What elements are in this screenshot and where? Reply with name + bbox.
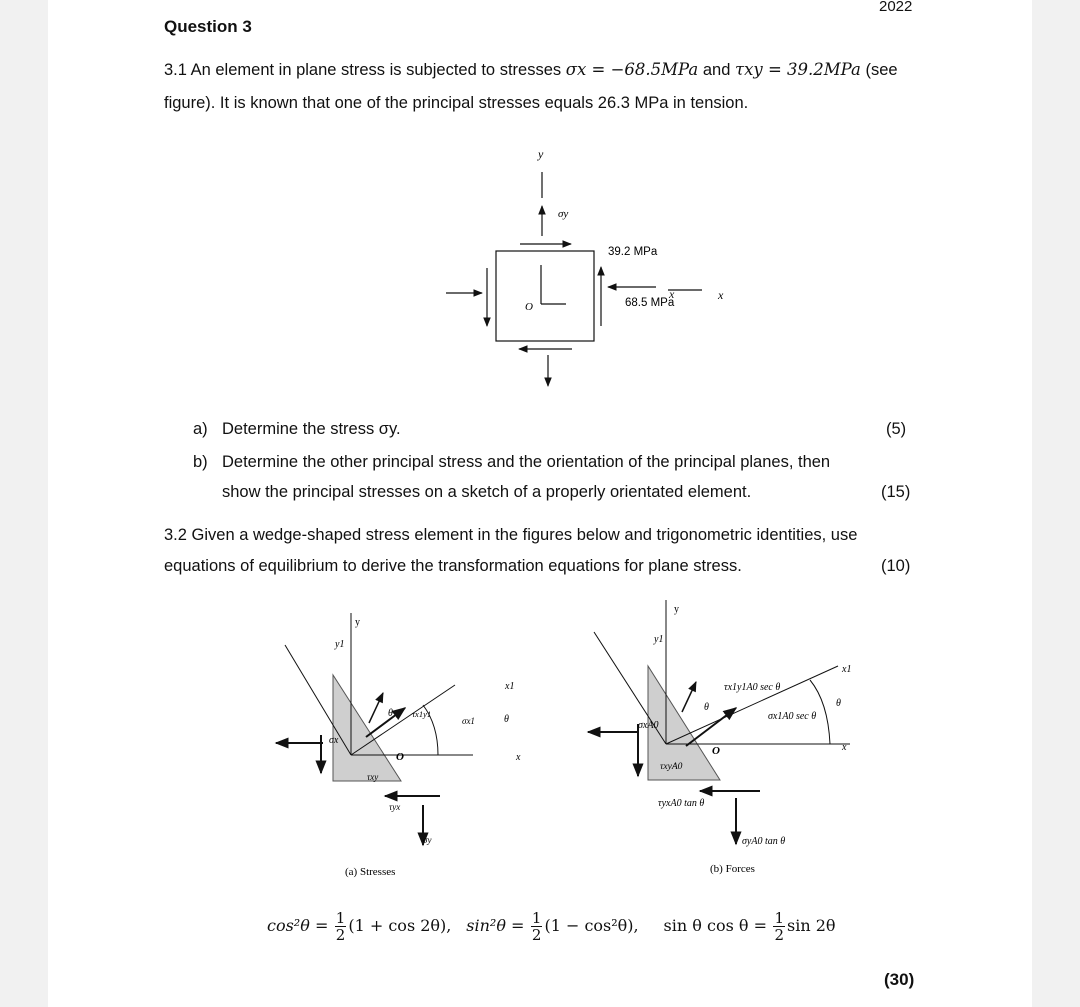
frac-den: 2 <box>774 926 784 945</box>
tau-x1y1-arrow <box>369 693 383 723</box>
fig1-sigma-y-label: σy <box>558 208 569 220</box>
cos2-rhs: (1 + cos 2θ), <box>348 916 452 935</box>
total-marks: (30) <box>884 970 915 989</box>
fig2a-theta-top: θ <box>388 708 393 719</box>
half-fraction-2 <box>531 910 543 943</box>
fig2b-caption: (b) Forces <box>710 863 755 875</box>
x1-axis <box>666 666 838 744</box>
sincos-lhs: sin θ cos θ = <box>663 916 767 935</box>
frac-den: 2 <box>335 926 346 945</box>
fig1-x-label: x <box>718 288 724 302</box>
fig2a-sigma-y: σy <box>423 835 432 845</box>
fig2a-y: y <box>355 617 360 628</box>
fig2b-x1: x1 <box>842 664 852 675</box>
fig2a-tau-x1y1: τx1y1 <box>412 709 432 719</box>
fig2b-sigma-x-a0: σxA0 <box>638 720 659 731</box>
part-b-line1: Determine the other principal stress and the orientation of the principal planes, then <box>222 453 831 471</box>
fig2b-sigma-x1-a0-sec: σx1A0 sec θ <box>768 711 817 722</box>
fig2a-sigma-x1: σx1 <box>462 716 475 726</box>
fig2a-x1: x1 <box>505 681 515 692</box>
q31-line2: figure). It is known that one of the principal stresses equals 26.3 MPa in tension. <box>164 94 749 112</box>
fig2a-y1: y1 <box>335 639 345 650</box>
wedge-forces-figure <box>580 598 880 880</box>
q31-text-start: 3.1 An element in plane stress is subjected to stresses <box>164 61 566 79</box>
frac-num: 1 <box>335 909 346 928</box>
part-b-marks: (15) <box>881 483 911 501</box>
fig1-y-label: y <box>538 147 544 161</box>
fig2a-origin: O <box>396 751 404 763</box>
fig2a-tau-xy: τxy <box>367 772 379 782</box>
wedge-shape <box>648 666 720 780</box>
stress-element-figure <box>388 140 724 400</box>
wedge-stresses-figure <box>273 605 521 880</box>
fig1-shear-label: 39.2 MPa <box>608 246 658 258</box>
frac-num: 1 <box>774 909 784 928</box>
fig2b-y1: y1 <box>654 634 664 645</box>
question-title: Question 3 <box>164 17 252 36</box>
q32-marks: (10) <box>881 557 911 575</box>
fig2a-sigma-x: σx <box>329 735 339 746</box>
cos2-lhs: cos²θ = <box>267 916 329 935</box>
part-a-marks: (5) <box>886 420 907 438</box>
fig2b-tau-yx-a0-tan: τyxA0 tan θ <box>658 798 705 809</box>
tau-x1y1-force-arrow <box>682 682 696 712</box>
fig2a-theta-right: θ <box>504 714 509 725</box>
fig2b-origin: O <box>712 745 720 757</box>
q31-line1 <box>164 60 898 80</box>
stress-element-square <box>496 251 594 341</box>
frac-den: 2 <box>531 926 542 945</box>
fig2b-tau-xy-a0: τxyA0 <box>660 762 683 772</box>
fig2a-caption: (a) Stresses <box>345 866 396 878</box>
fig2b-x: x <box>842 742 847 753</box>
q32-line1: 3.2 Given a wedge-shaped stress element in the figures below and trigonometric identities, use <box>164 526 858 544</box>
part-b-marker: b) <box>193 453 208 471</box>
fig1-normal-label: 68.5 MPa <box>625 297 675 309</box>
fig2a-x: x <box>516 752 521 763</box>
part-a-marker: a) <box>193 420 208 438</box>
q32-line2: equations of equilibrium to derive the transformation equations for plane stress. <box>164 557 742 575</box>
fig1-x-axis-label: x <box>669 287 675 301</box>
fig2b-theta-right: θ <box>836 698 841 709</box>
half-fraction-1 <box>335 910 347 943</box>
frac-num: 1 <box>531 909 542 928</box>
fig2b-tau-x1y1-a0-sec: τx1y1A0 sec θ <box>724 682 781 693</box>
sin2-lhs: sin²θ = <box>466 916 525 935</box>
fig2b-theta-top: θ <box>704 702 709 713</box>
q31-and: and <box>698 61 735 79</box>
fig2b-sigma-y-a0-tan: σyA0 tan θ <box>742 836 786 847</box>
sigma-x-equation: σx = −68.5MPa <box>565 60 699 79</box>
sin2-rhs: (1 − cos²θ), <box>544 916 639 935</box>
part-a-text: Determine the stress σy. <box>222 420 401 438</box>
part-b-line2: show the principal stresses on a sketch of a properly orientated element. <box>222 483 752 501</box>
document-page <box>48 0 1032 1007</box>
fig2b-y: y <box>674 604 679 615</box>
x1-axis <box>351 685 455 755</box>
year-label: 2022 <box>879 0 913 15</box>
sincos-rhs: sin 2θ <box>787 916 836 935</box>
q31-text-end: (see <box>860 61 898 79</box>
sigma-x1-force-arrow <box>686 708 736 746</box>
trig-identities <box>267 906 836 947</box>
fig1-origin-label: O <box>525 301 533 313</box>
half-fraction-3 <box>773 910 785 943</box>
tau-xy-equation: τxy = 39.2MPa <box>734 60 861 79</box>
fig2a-tau-yx: τyx <box>389 802 401 812</box>
